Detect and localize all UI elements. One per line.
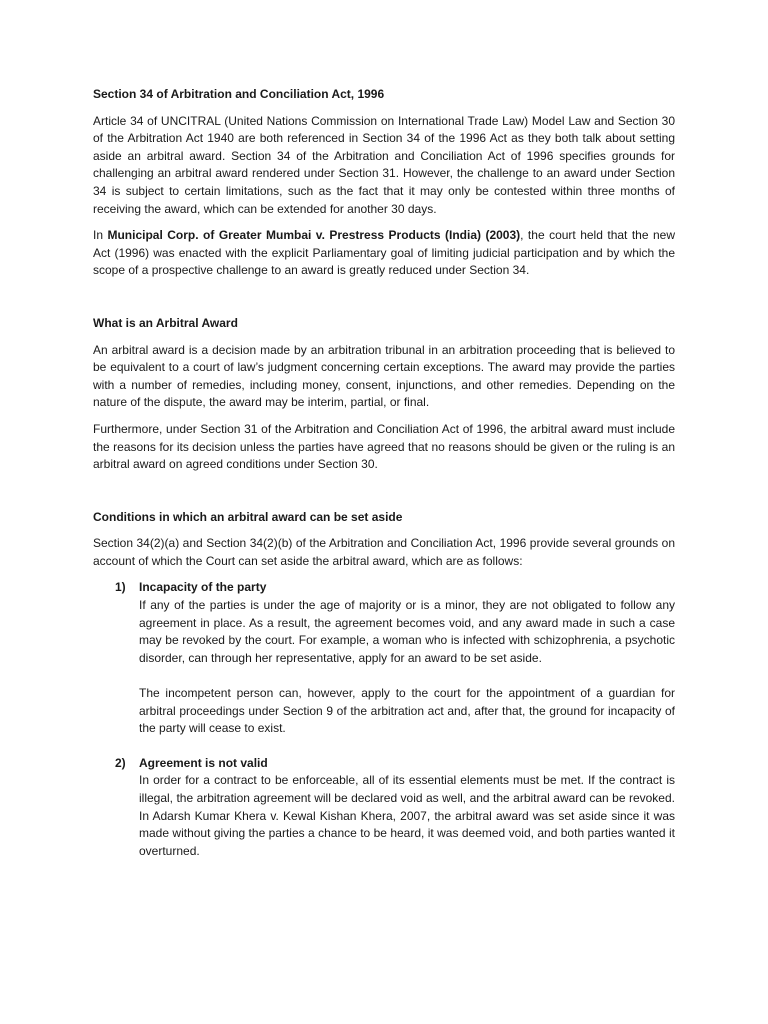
list-item-paragraph: In order for a contract to be enforceable, all of its essential elements must be met. If the contract is illegal, the arbitration agreement will be declared void as well, and the arbitral award can be revoked. In Adarsh Kumar Khera v. Kewal Kishan Khera, 2007, the arbitral award was set aside since it was made without giving the parties a chance to be heard, it was deemed void, and both parties wanted it overturned. [139, 773, 675, 858]
list-number: 2) [115, 755, 126, 770]
section-spacer [93, 483, 675, 509]
list-spacer [93, 747, 675, 755]
list-item-invalid-agreement [93, 755, 675, 861]
section-heading-arbitral-award: What is an Arbitral Award [93, 315, 238, 330]
paragraph-grounds-intro: Section 34(2)(a) and Section 34(2)(b) of the Arbitration and Conciliation Act, 1996 provide several grounds on account of which the Court can set aside the arbitral award, which are as follows: [93, 536, 675, 568]
list-item-title: Agreement is not valid [139, 755, 268, 770]
list-item-title: Incapacity of the party [139, 580, 267, 595]
document-page [93, 86, 675, 869]
list-number: 1) [115, 580, 126, 595]
case-name: Municipal Corp. of Greater Mumbai v. Prestress Products (India) (2003) [107, 228, 521, 243]
paragraph-municipal-corp [93, 227, 675, 280]
section-spacer [93, 289, 675, 315]
list-item-paragraph: If any of the parties is under the age of majority or is a minor, they are not obligated to follow any agreement in place. As a result, the agreement becomes void, and any award made in such a case may be revoked by the court. For example, a woman who is infected with schizophrenia, a psychotic disorder, can through her representative, apply for an award to be set aside. [139, 598, 675, 665]
list-item-incapacity [93, 579, 675, 737]
paragraph-uncitral: Article 34 of UNCITRAL (United Nations Commission on International Trade Law) Model Law and Section 30 of the Arbitration Act 1940 are both referenced in Section 34 of the 1996 Act as they both talk about setting aside an arbitral award. Section 34 of the Arbitration and Conciliation Act of 1996 specifies grounds for challenging an arbitral award rendered under Section 31. However, the challenge to an award under Section 34 is subject to certain limitations, such as the fact that it may only be contested within three months of receiving the award, which can be extended for another 30 days. [93, 113, 675, 216]
section-heading-set-aside-conditions: Conditions in which an arbitral award can be set aside [93, 509, 403, 524]
paragraph-prefix: In [93, 228, 108, 243]
section-heading-section-34: Section 34 of Arbitration and Conciliation Act, 1996 [93, 87, 385, 101]
paragraph-award-definition: An arbitral award is a decision made by an arbitration tribunal in an arbitration proceeding that is believed to be equivalent to a court of law’s judgment concerning certain exceptions. The award may provide the parties with a number of remedies, including money, consent, injunctions, and other remedies. Depending on the nature of the dispute, the award may be interim, partial, or final. [93, 342, 675, 410]
list-item-paragraph: The incompetent person can, however, apply to the court for the appointment of a guardian for arbitral proceedings under Section 9 of the arbitration act and, after that, the ground for incapacity of the party will cease to exist. [139, 686, 675, 736]
paragraph-section-31: Furthermore, under Section 31 of the Arbitration and Conciliation Act of 1996, the arbitral award must include the reasons for its decision unless the parties have agreed that no reasons should be given or the ruling is an arbitral award on agreed conditions under Section 30. [93, 421, 675, 472]
paragraph-suffix: , the court held that the new Act (1996) was enacted with the explicit Parliamentary goal of limiting judicial participation and by which the scope of a prospective challenge to an award is greatly reduced under Section 34. [93, 228, 675, 278]
